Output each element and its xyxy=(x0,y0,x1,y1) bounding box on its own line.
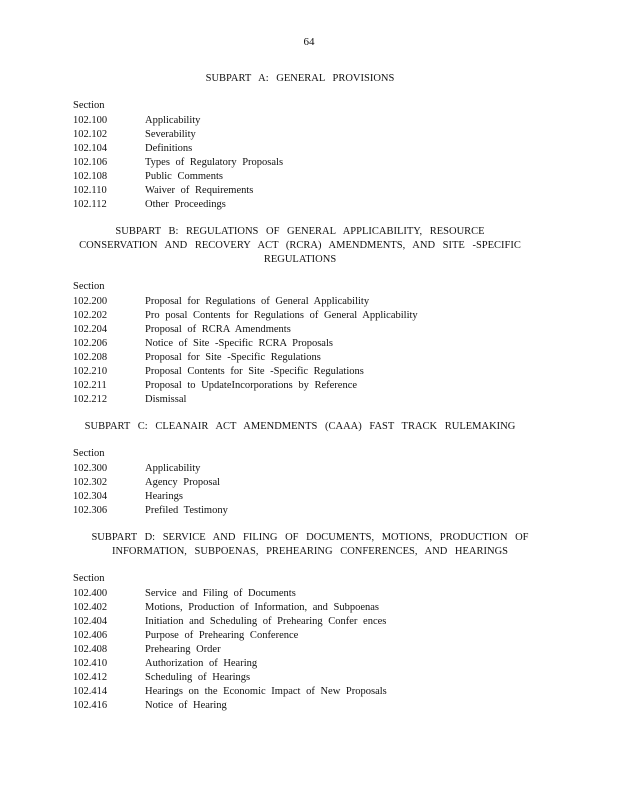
section-title: Types of Regulatory Proposals xyxy=(145,157,284,168)
heading-line: SUBPART A: GENERAL PROVISIONS xyxy=(205,73,395,84)
list-item xyxy=(73,629,387,643)
section-number: 102.412 xyxy=(73,672,108,683)
section-title: Hearings on the Economic Impact of New Proposals xyxy=(145,686,387,697)
list-item xyxy=(73,156,283,170)
section-title: Applicability xyxy=(145,463,201,474)
section-number: 102.206 xyxy=(73,338,108,349)
section-title: Agency Proposal xyxy=(145,477,221,488)
heading-line: SUBPART C: CLEANAIR ACT AMENDMENTS (CAAA) FAST TRACK RULEMAKING xyxy=(84,421,516,432)
subpart-a-section-list xyxy=(73,114,283,212)
list-item xyxy=(73,379,418,393)
list-item xyxy=(73,170,283,184)
list-item xyxy=(73,504,228,518)
section-title: Proposal of RCRA Amendments xyxy=(145,324,291,335)
section-title: Prehearing Order xyxy=(145,644,221,655)
section-title: Proposal to UpdateIncorporations by Reference xyxy=(145,380,358,391)
heading-line: INFORMATION, SUBPOENAS, PREHEARING CONFERENCES, AND HEARINGS xyxy=(111,546,509,557)
section-number: 102.100 xyxy=(73,115,108,126)
section-title: Motions, Production of Information, and Subpoenas xyxy=(145,602,380,613)
section-number: 102.304 xyxy=(73,491,108,502)
section-title: Authorization of Hearing xyxy=(145,658,258,669)
section-title: Other Proceedings xyxy=(145,199,226,210)
list-item xyxy=(73,309,418,323)
section-number: 102.211 xyxy=(73,380,107,391)
heading-line: CONSERVATION AND RECOVERY ACT (RCRA) AMENDMENTS, AND SITE -SPECIFIC xyxy=(79,240,521,251)
list-item xyxy=(73,323,418,337)
section-title: Severability xyxy=(145,129,196,140)
section-title: Purpose of Prehearing Conference xyxy=(145,630,299,641)
section-number: 102.402 xyxy=(73,602,108,613)
section-number: 102.104 xyxy=(73,143,108,154)
heading-line: SUBPART D: SERVICE AND FILING OF DOCUMENTS, MOTIONS, PRODUCTION OF xyxy=(91,532,529,543)
list-item xyxy=(73,615,387,629)
section-title: Waiver of Requirements xyxy=(145,185,254,196)
list-item xyxy=(73,128,283,142)
list-item xyxy=(73,587,387,601)
subpart-d-section-list xyxy=(73,587,387,713)
section-number: 102.110 xyxy=(73,185,107,196)
section-title: Proposal for Site -Specific Regulations xyxy=(145,352,321,363)
section-number: 102.106 xyxy=(73,157,108,168)
section-title: Definitions xyxy=(145,143,193,154)
list-item xyxy=(73,476,228,490)
heading-line: REGULATIONS xyxy=(263,254,337,265)
list-item xyxy=(73,601,387,615)
section-title: Service and Filing of Documents xyxy=(145,588,296,599)
section-number: 102.200 xyxy=(73,296,108,307)
section-number: 102.202 xyxy=(73,310,108,321)
list-item xyxy=(73,393,418,407)
section-title: Hearings xyxy=(145,491,183,502)
list-item xyxy=(73,490,228,504)
subpart-b-section-list xyxy=(73,295,418,407)
section-number: 102.404 xyxy=(73,616,108,627)
section-number: 102.210 xyxy=(73,366,108,377)
section-title: Notice of Hearing xyxy=(145,700,227,711)
section-title: Applicability xyxy=(145,115,201,126)
list-item xyxy=(73,462,228,476)
section-label: Section xyxy=(73,573,105,584)
list-item xyxy=(73,198,283,212)
subpart-c-heading xyxy=(40,420,560,434)
section-number: 102.306 xyxy=(73,505,108,516)
section-title: Scheduling of Hearings xyxy=(145,672,251,683)
list-item xyxy=(73,671,387,685)
list-item xyxy=(73,351,418,365)
section-title: Notice of Site -Specific RCRA Proposals xyxy=(145,338,333,349)
list-item xyxy=(73,699,387,713)
section-number: 102.212 xyxy=(73,394,108,405)
section-number: 102.302 xyxy=(73,477,108,488)
subpart-c-section-list xyxy=(73,462,228,518)
section-title: Dismissal xyxy=(145,394,187,405)
page-number: 64 xyxy=(303,36,315,48)
subpart-d-heading xyxy=(60,531,560,559)
section-number: 102.102 xyxy=(73,129,108,140)
list-item xyxy=(73,365,418,379)
list-item xyxy=(73,184,283,198)
heading-line: SUBPART B: REGULATIONS OF GENERAL APPLICABILITY, RESOURCE xyxy=(115,226,485,237)
section-number: 102.208 xyxy=(73,352,108,363)
section-number: 102.406 xyxy=(73,630,108,641)
section-title: Proposal for Regulations of General Applicability xyxy=(145,296,370,307)
section-title: Initiation and Scheduling of Prehearing Confer ences xyxy=(145,616,387,627)
section-label: Section xyxy=(73,281,105,292)
section-number: 102.112 xyxy=(73,199,107,210)
list-item xyxy=(73,643,387,657)
section-number: 102.300 xyxy=(73,463,108,474)
list-item xyxy=(73,337,418,351)
section-title: Pro posal Contents for Regulations of General Applicability xyxy=(145,310,418,321)
list-item xyxy=(73,114,283,128)
list-item xyxy=(73,685,387,699)
section-label: Section xyxy=(73,100,105,111)
section-number: 102.204 xyxy=(73,324,108,335)
section-number: 102.108 xyxy=(73,171,108,182)
section-number: 102.408 xyxy=(73,644,108,655)
section-title: Public Comments xyxy=(145,171,223,182)
section-title: Prefiled Testimony xyxy=(145,505,228,516)
section-number: 102.414 xyxy=(73,686,108,697)
list-item xyxy=(73,142,283,156)
subpart-b-heading xyxy=(60,225,540,267)
section-number: 102.416 xyxy=(73,700,108,711)
subpart-a-heading xyxy=(0,72,600,86)
section-number: 102.400 xyxy=(73,588,108,599)
section-title: Proposal Contents for Site -Specific Regulations xyxy=(145,366,364,377)
section-label: Section xyxy=(73,448,105,459)
list-item xyxy=(73,295,418,309)
list-item xyxy=(73,657,387,671)
section-number: 102.410 xyxy=(73,658,108,669)
